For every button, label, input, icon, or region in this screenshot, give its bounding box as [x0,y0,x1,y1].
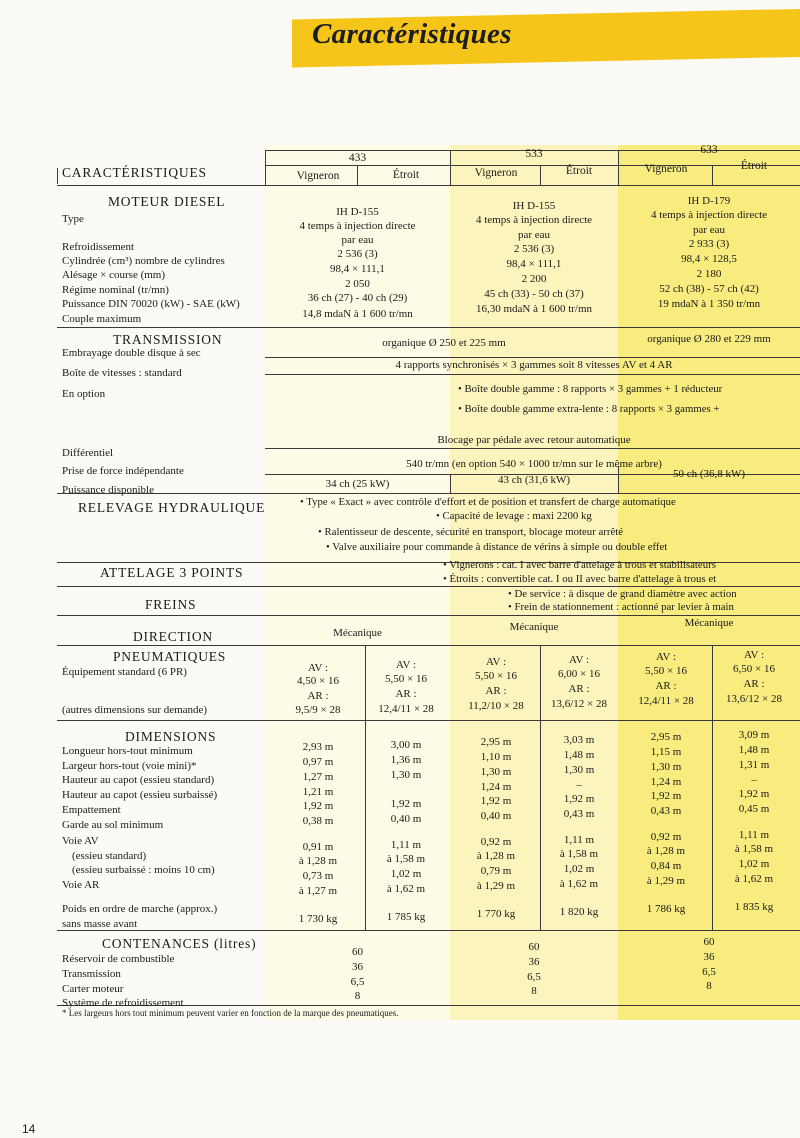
row-label: Cylindrée (cm³) nombre de cylindres [62,255,225,267]
cell: 60 [528,941,540,953]
cell: 4 temps à injection directe [650,209,768,221]
cell: organique Ø 280 et 229 mm [647,333,771,345]
cell: IH D-155 [336,206,379,218]
footnote: * Les largeurs hors tout minimum peuvent varier en fonction de la marque des pneumatiques. [62,1008,399,1018]
model-533-header: 533 [525,148,543,160]
tire-av: 5,50 × 16 [385,673,427,685]
cell: 0,45 m [738,803,770,815]
row-label: Puissance disponible [62,484,154,496]
row-label: Boîte de vitesses : standard [62,367,182,379]
cell: 1,31 m [738,759,770,771]
cell: à 1,28 m [298,855,338,867]
cell: 1 730 kg [298,913,338,925]
rule [265,448,800,449]
tire-ar-label: AR : [307,690,329,702]
cell: à 1,28 m [476,850,516,862]
cell: par eau [517,229,551,241]
tire-av-label: AV : [655,651,677,663]
cell: 0,91 m [302,841,334,853]
cell: 36 ch (27) - 40 ch (29) [307,292,408,304]
cell: 2,93 m [302,741,334,753]
row-label: Empattement [62,804,121,816]
cell: 4 temps à injection directe [299,220,416,232]
section-title-relevage: RELEVAGE HYDRAULIQUE [78,500,266,515]
row-label: En option [62,388,106,400]
cell: 0,43 m [563,808,595,820]
row-label: sans masse avant [62,918,138,930]
option-bullet-2: • Boîte double gamme extra-lente : 8 rapports × 3 gammes + [458,403,720,415]
tire-ar: 12,4/11 × 28 [378,703,434,715]
cell: 1,92 m [650,790,682,802]
cell: 1 770 kg [476,908,516,920]
tire-ar-label: AR : [743,678,765,690]
tire-av: 6,50 × 16 [733,663,775,675]
row-label: Alésage × course (mm) [62,269,166,281]
cell: à 1,27 m [298,885,338,897]
row-label: Équipement standard (6 PR) [62,666,187,678]
cell: – [576,779,582,791]
option-text: Boîte double gamme : 8 rapports × 3 gammes + 1 réducteur [464,383,723,395]
cell: à 1,29 m [646,875,686,887]
row-label: (essieu surbaissé : moins 10 cm) [72,864,215,876]
cell: 36 [528,956,540,968]
option-bullet-1: • Boîte double gamme : 8 rapports × 3 gammes + 1 réducteur [458,383,723,395]
row-label: Hauteur au capot (essieu standard) [62,774,215,786]
cell: 0,79 m [480,865,512,877]
cell: 0,92 m [650,831,682,843]
attelage-item: • Vignerons : cat. I avec barre d'attelage à trous et stabilisateurs [443,559,716,571]
cell: 1,36 m [390,754,422,766]
row-label: (essieu standard) [72,850,147,862]
relevage-item: • Type « Exact » avec contrôle d'effort et de position et transfert de charge automatique [300,496,676,508]
freins-item: • De service : à disque de grand diamètre avec action [508,588,737,600]
tire-av: 5,50 × 16 [475,670,517,682]
cell: 2 050 [345,278,370,290]
cell: 36 [703,951,715,963]
cell: à 1,58 m [559,848,599,860]
tire-ar-label: AR : [568,683,590,695]
relevage-item: • Ralentisseur de descente, sécurité en transport, blocage moteur arrêté [318,526,624,538]
cell: 1 785 kg [386,911,426,923]
row-label: Système de refroidissement [62,997,184,1009]
cell: 60 [352,946,363,958]
cell: 0,73 m [302,870,334,882]
row-label: Puissance DIN 70020 (kW) - SAE (kW) [62,298,240,310]
row-label: Refroidissement [62,241,135,253]
row-label: Largeur hors-tout (voie mini)* [62,760,197,772]
cell: 1,24 m [480,781,512,793]
section-title-moteur: MOTEUR DIESEL [108,194,226,209]
cell: 52 ch (38) - 57 ch (42) [659,283,759,295]
rule [450,474,451,493]
cell: 1,92 m [480,795,512,807]
section-title-direction: DIRECTION [133,629,213,644]
tire-ar: 12,4/11 × 28 [638,695,694,707]
cell: 1 835 kg [734,901,774,913]
cell: 50 ch (36,8 kW) [672,468,746,480]
attelage-item: • Étroits : convertible cat. I ou II avec barre d'attelage à trous et [443,573,717,585]
tire-av: 6,00 × 16 [558,668,600,680]
cell: 1,10 m [480,751,512,763]
cell: Blocage par pédale avec retour automatique [437,434,631,446]
cell: à 1,28 m [646,845,686,857]
row-label: Voie AV [62,835,99,847]
rule [57,720,800,721]
rule [57,645,800,646]
cell: 1,48 m [738,744,770,756]
cell: 6,5 [702,966,716,978]
cell: 1,30 m [480,766,512,778]
cell: 1,92 m [563,793,595,805]
row-label: Voie AR [62,879,100,891]
rule [618,150,619,186]
cell: 16,30 mdaN à 1 600 tr/mn [475,303,593,315]
cell: 4 temps à injection directe [475,214,593,226]
variant-header: Étroit [740,160,768,172]
row-label: Garde au sol minimum [62,819,164,831]
cell: 2 536 (3) [337,248,378,260]
cell: 60 [703,936,715,948]
variant-header: Vigneron [296,170,340,182]
row-label: Prise de force indépendante [62,465,184,477]
section-title-contenances: CONTENANCES (litres) [102,936,257,951]
cell: 2 180 [696,268,722,280]
cell: 0,43 m [650,805,682,817]
variant-header: Étroit [565,165,593,177]
cell: 1,02 m [563,863,595,875]
row-label: Longueur hors-tout minimum [62,745,193,757]
cell: 36 [352,961,363,973]
tire-ar-label: AR : [395,688,417,700]
cell: 19 mdaN à 1 350 tr/mn [657,298,761,310]
rule [57,615,800,616]
row-label: Différentiel [62,447,114,459]
option-text: Boîte double gamme extra-lente : 8 rapports × 3 gammes + [464,403,720,415]
cell: 1,11 m [738,829,770,841]
relevage-item: • Valve auxiliaire pour commande à distance de vérins à simple ou double effet [326,541,668,553]
row-label: Hauteur au capot (essieu surbaissé) [62,789,218,801]
tire-ar: 9,5/9 × 28 [295,704,341,716]
cell: 0,38 m [302,815,334,827]
cell: – [751,774,757,786]
cell: 1,48 m [563,749,595,761]
cell: à 1,62 m [559,878,599,890]
row-label: (autres dimensions sur demande) [62,704,208,716]
cell: Mécanique [684,617,734,629]
cell: par eau [341,234,374,246]
rule [57,168,58,184]
cell: 6,5 [527,971,541,983]
cell: par eau [692,224,726,236]
cell: 1,02 m [390,868,422,880]
rule [57,930,800,931]
cell: 98,4 × 111,1 [506,258,562,270]
cell: 0,40 m [390,813,422,825]
cell: 1,92 m [302,800,334,812]
row-label: Régime nominal (tr/mn) [62,284,169,296]
cell: 1,92 m [390,798,422,810]
section-title-freins: FREINS [145,597,197,612]
cell: 1,11 m [563,834,595,846]
row-label: Poids en ordre de marche (approx.) [62,903,218,915]
cell: à 1,62 m [734,873,774,885]
rule [57,586,800,587]
section-title-attelage: ATTELAGE 3 POINTS [100,565,244,580]
cell: 1,30 m [390,769,422,781]
rule [365,720,366,930]
cell: 1,15 m [650,746,682,758]
cell: 98,4 × 128,5 [681,253,737,265]
cell: 8 [531,985,537,997]
tire-ar-label: AR : [655,680,677,692]
cell: 3,03 m [563,734,595,746]
rule [265,357,800,358]
variant-header: Étroit [392,169,420,181]
cell: 98,4 × 111,1 [330,263,385,275]
section-title-dimensions: DIMENSIONS [125,729,217,744]
cell: 2,95 m [650,731,682,743]
row-label: Couple maximum [62,313,142,325]
rule [57,493,800,494]
row-label: Réservoir de combustible [62,953,175,965]
tire-av-label: AV : [485,656,507,668]
cell: 8 [354,990,361,1002]
rule [450,150,451,186]
cell: 3,00 m [390,739,422,751]
cell: 1,30 m [563,764,595,776]
cell: 1,11 m [390,839,422,851]
tire-ar: 13,6/12 × 28 [725,693,782,705]
cell: 0,40 m [480,810,512,822]
cell: 34 ch (25 kW) [325,478,390,490]
cell: 0,92 m [480,836,512,848]
cell: 1,02 m [738,858,770,870]
tire-av-label: AV : [743,649,765,661]
tire-av-label: AV : [307,662,329,674]
freins-item: • Frein de stationnement : actionné par levier à main [508,601,734,613]
cell: 2 933 (3) [688,238,730,250]
cell: organique Ø 250 et 225 mm [382,337,506,349]
tire-av-label: AV : [568,654,590,666]
cell: à 1,62 m [386,883,426,895]
variant-header: Vigneron [644,163,688,175]
variant-header: Vigneron [474,167,518,179]
section-title-pneumatiques: PNEUMATIQUES [113,649,227,664]
cell: 4 rapports synchronisés × 3 gammes soit 8 vitesses AV et 4 AR [395,359,673,371]
rule [265,374,800,375]
page-number: 14 [22,1122,36,1136]
cell: à 1,58 m [386,853,426,865]
cell: 1,21 m [302,786,334,798]
cell: IH D-155 [512,200,556,212]
cell: 2 200 [521,273,547,285]
cell: IH D-179 [687,195,731,207]
cell: 3,09 m [738,729,770,741]
cell: à 1,58 m [734,843,774,855]
row-label: Carter moteur [62,983,124,995]
cell: 45 ch (33) - 50 ch (37) [484,288,584,300]
cell: à 1,29 m [476,880,516,892]
cell: 2,95 m [480,736,512,748]
table-header-title: CARACTÉRISTIQUES [62,165,207,180]
cell: 1 786 kg [646,903,686,915]
rule [57,185,800,186]
row-label: Transmission [62,968,121,980]
cell: 2 536 (3) [513,243,555,255]
rule [618,466,619,493]
cell: 540 tr/mn (en option 540 × 1000 tr/mn sur le même arbre) [406,458,662,470]
tire-ar: 13,6/12 × 28 [550,698,607,710]
tire-ar-label: AR : [485,685,507,697]
cell: 0,97 m [302,756,334,768]
model-633-header: 633 [700,144,718,156]
cell: 14,8 mdaN à 1 600 tr/mn [302,308,413,320]
row-label: Embrayage double disque à sec [62,347,201,359]
row-label: Type [62,213,84,225]
cell: 8 [706,980,712,992]
cell: 1,30 m [650,761,682,773]
cell: 1 820 kg [559,906,599,918]
model-433-header: 433 [348,152,367,164]
tire-av-label: AV : [395,659,417,671]
page-title: Caractéristiques [312,18,512,50]
relevage-item: • Capacité de levage : maxi 2200 kg [436,510,592,522]
cell: 1,27 m [302,771,334,783]
tire-av: 4,50 × 16 [297,675,339,687]
cell: 1,92 m [738,788,770,800]
rule [265,150,266,186]
cell: 6,5 [350,976,365,988]
section-title-transmission: TRANSMISSION [113,332,223,347]
rule [57,327,800,328]
tire-av: 5,50 × 16 [645,665,687,677]
cell: 1,24 m [650,776,682,788]
cell: 43 ch (31,6 kW) [497,474,571,486]
cell: Mécanique [509,621,559,633]
cell: 0,84 m [650,860,682,872]
cell: Mécanique [333,627,382,639]
tire-ar: 11,2/10 × 28 [468,700,524,712]
